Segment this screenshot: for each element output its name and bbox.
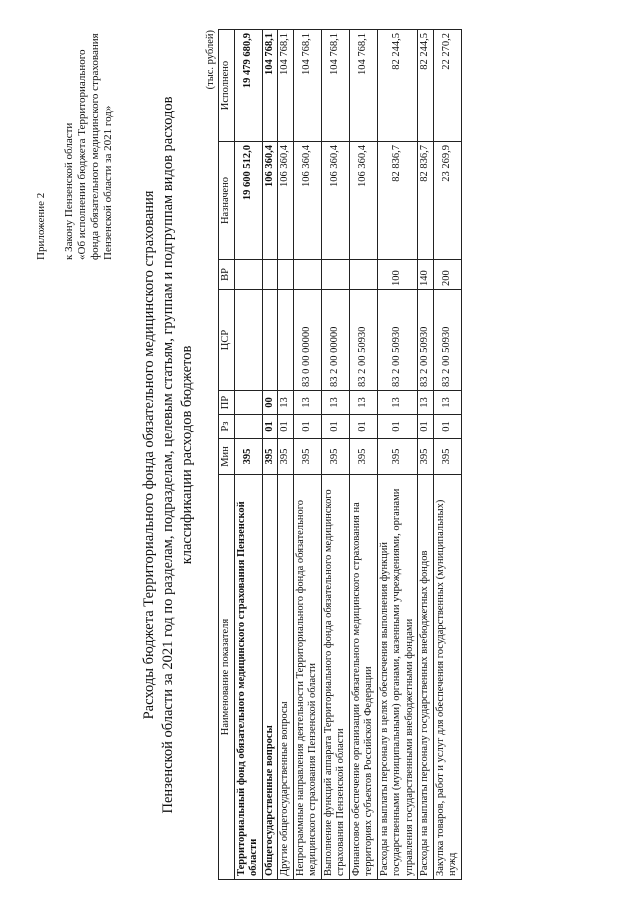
table-row (433, 30, 461, 880)
table-cell-rz: 01 (321, 415, 349, 439)
table-cell-executed: 104 768,1 (262, 30, 278, 142)
table-cell-vr: 100 (377, 260, 418, 290)
table-cell-name: Финансовое обеспечение организации обязательного медицинского страхования на территориях субъектов Российской Федерации (349, 475, 377, 880)
table-header-row (219, 30, 235, 880)
law-reference (63, 30, 115, 260)
table-row (377, 30, 418, 880)
table-cell-assigned: 19 600 512,0 (234, 142, 262, 260)
table-cell-assigned: 106 360,4 (293, 142, 321, 260)
table-cell-vr: 140 (418, 260, 434, 290)
table-cell-rz: 01 (418, 415, 434, 439)
table-cell-rz: 01 (293, 415, 321, 439)
table-cell-assigned: 106 360,4 (349, 142, 377, 260)
table-cell-vr (293, 260, 321, 290)
table-cell-csr (234, 290, 262, 391)
table-cell-csr: 83 2 00 00000 (321, 290, 349, 391)
table-cell-pr: 13 (433, 391, 461, 415)
table-cell-pr (234, 391, 262, 415)
table-cell-min: 395 (234, 439, 262, 475)
table-row (278, 30, 294, 880)
table-cell-assigned: 23 269,9 (433, 142, 461, 260)
table-cell-vr (278, 260, 294, 290)
table-cell-csr: 83 2 00 50930 (377, 290, 418, 391)
table-cell-csr: 83 2 00 50930 (418, 290, 434, 391)
title-line: Расходы бюджета Территориального фонда обязательного медицинского страхования (141, 190, 157, 720)
table-cell-rz: 01 (349, 415, 377, 439)
table-cell-pr: 13 (418, 391, 434, 415)
table-cell-assigned: 82 836,7 (377, 142, 418, 260)
table-cell-rz (234, 415, 262, 439)
table-cell-min: 395 (433, 439, 461, 475)
table-cell-rz: 01 (377, 415, 418, 439)
table-cell-pr: 00 (262, 391, 278, 415)
table-cell-csr: 83 2 00 50930 (349, 290, 377, 391)
table-cell-rz: 01 (262, 415, 278, 439)
column-header: ЦСР (219, 290, 235, 391)
law-line: Пензенской области за 2021 год» (102, 105, 114, 260)
column-header: Мин (219, 439, 235, 475)
table-cell-pr: 13 (293, 391, 321, 415)
table-row (349, 30, 377, 880)
table-cell-assigned: 82 836,7 (418, 142, 434, 260)
unit-label: (тыс. рублей) (205, 30, 216, 90)
table-cell-csr: 83 2 00 50930 (433, 290, 461, 391)
expenses-table (218, 29, 462, 880)
table-cell-name: Непрограммные направления деятельности Территориального фонда обязательного медицинского страхования Пензенской области (293, 475, 321, 880)
table-cell-min: 395 (262, 439, 278, 475)
table-cell-vr (321, 260, 349, 290)
table-cell-rz: 01 (433, 415, 461, 439)
table-cell-executed: 104 768,1 (293, 30, 321, 142)
table-cell-min: 395 (418, 439, 434, 475)
table-cell-rz: 01 (278, 415, 294, 439)
table-cell-min: 395 (278, 439, 294, 475)
table-cell-vr (262, 260, 278, 290)
table-cell-executed: 104 768,1 (321, 30, 349, 142)
table-cell-min: 395 (293, 439, 321, 475)
document-page (25, 30, 625, 880)
table-cell-pr: 13 (321, 391, 349, 415)
table-cell-csr: 83 0 00 00000 (293, 290, 321, 391)
table-cell-executed: 82 244,5 (418, 30, 434, 142)
table-cell-min: 395 (349, 439, 377, 475)
column-header: Назначено (219, 142, 235, 260)
table-cell-min: 395 (321, 439, 349, 475)
title-line: Пензенской области за 2021 год по разделам, подразделам, целевым статьям, группам и подгруппам видов расходов (160, 96, 176, 814)
table-cell-min: 395 (377, 439, 418, 475)
table-row (234, 30, 262, 880)
column-header: Исполнено (219, 30, 235, 142)
table-row (262, 30, 278, 880)
table-cell-vr: 200 (433, 260, 461, 290)
table-cell-name: Выполнение функций аппарата Территориального фонда обязательного медицинского страхования Пензенской области (321, 475, 349, 880)
column-header: Наименование показателя (219, 475, 235, 880)
law-line: «Об исполнении бюджета Территориального (76, 49, 88, 260)
table-row (418, 30, 434, 880)
table-cell-executed: 104 768,1 (278, 30, 294, 142)
table-cell-name: Закупка товаров, работ и услуг для обеспечения государственных (муниципальных) нужд (433, 475, 461, 880)
table-row (321, 30, 349, 880)
table-cell-name: Общегосударственные вопросы (262, 475, 278, 880)
title-line: классификации расходов бюджетов (179, 345, 195, 565)
table-cell-executed: 104 768,1 (349, 30, 377, 142)
column-header: Рз (219, 415, 235, 439)
table-cell-name: Расходы на выплаты персоналу в целях обеспечения выполнения функций государственными (муниципальными) органами, казенными учреждениями, органами управления государственными внебюджетными фондами (377, 475, 418, 880)
column-header: ПР (219, 391, 235, 415)
table-cell-name: Другие общегосударственные вопросы (278, 475, 294, 880)
table-cell-csr (278, 290, 294, 391)
table-cell-vr (234, 260, 262, 290)
table-cell-name: Территориальный фонд обязательного медицинского страхования Пензенской области (234, 475, 262, 880)
table-cell-pr: 13 (278, 391, 294, 415)
law-line: к Закону Пензенской области (63, 122, 75, 260)
table-cell-pr: 13 (349, 391, 377, 415)
table-cell-name: Расходы на выплаты персоналу государственных внебюджетных фондов (418, 475, 434, 880)
table-cell-executed: 22 270,2 (433, 30, 461, 142)
table-cell-pr: 13 (377, 391, 418, 415)
column-header: ВР (219, 260, 235, 290)
table-cell-csr (262, 290, 278, 391)
table-row (293, 30, 321, 880)
document-title (140, 30, 197, 880)
table-cell-assigned: 106 360,4 (278, 142, 294, 260)
table-cell-assigned: 106 360,4 (321, 142, 349, 260)
law-line: фонда обязательного медицинского страхования (89, 33, 101, 260)
table-cell-assigned: 106 360,4 (262, 142, 278, 260)
table-cell-executed: 82 244,5 (377, 30, 418, 142)
table-cell-vr (349, 260, 377, 290)
appendix-label: Приложение 2 (35, 192, 47, 260)
table-cell-executed: 19 479 680,9 (234, 30, 262, 142)
